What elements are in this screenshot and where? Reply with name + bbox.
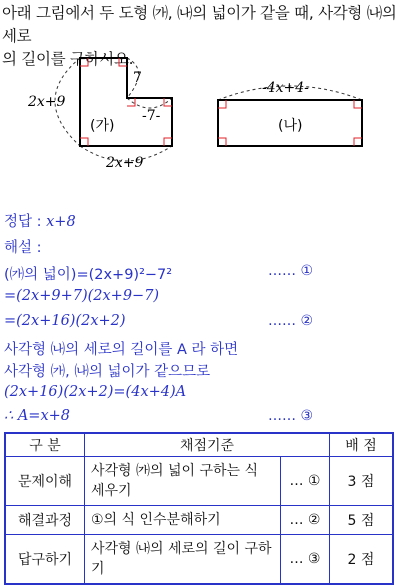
row-criteria: ①의 식 인수분해하기 — [85, 506, 281, 535]
row-score: 2 점 — [330, 535, 394, 585]
row-step: … ② — [281, 506, 330, 535]
grading-row — [5, 506, 393, 535]
solution-line-7: ∴ A=x+8 — [4, 408, 71, 424]
label-bottom-side: 2x+9 — [106, 155, 144, 171]
grading-table — [4, 432, 394, 585]
header-score: 배 점 — [330, 433, 394, 457]
row-step: … ① — [281, 457, 330, 506]
label-top-side: -4x+4- — [262, 80, 309, 96]
solution-line-6: (2x+16)(2x+2)=(4x+4)A — [4, 384, 187, 400]
row-criteria: 사각형 ㈎의 넓이 구하는 식 세우기 — [85, 457, 281, 506]
shape-ga — [27, 58, 172, 171]
solution-step-2: …… ② — [268, 313, 314, 329]
problem-line-2: 의 길이를 구하시오. — [2, 50, 134, 68]
solution-step-3: …… ③ — [268, 408, 314, 424]
header-criteria: 채점기준 — [85, 433, 330, 457]
row-category: 해결과정 — [5, 506, 85, 535]
row-criteria: 사각형 ㈏의 세로의 길이 구하기 — [85, 535, 281, 585]
shape-na-name: (나) — [278, 118, 303, 134]
header-category: 구 분 — [5, 433, 85, 457]
answer-label: 정답 : — [4, 214, 42, 230]
shape-ga-name: (가) — [90, 118, 115, 134]
label-notch-side: 7 — [133, 70, 142, 86]
label-left-side: 2x+9 — [28, 94, 66, 110]
row-category: 답구하기 — [5, 535, 85, 585]
label-notch-bottom: -7- — [142, 108, 161, 124]
row-step: … ③ — [281, 535, 330, 585]
shape-na — [218, 80, 362, 146]
row-category: 문제이해 — [5, 457, 85, 506]
grading-row — [5, 535, 393, 585]
solution-line-5: 사각형 ㈎, ㈏의 넓이가 같으므로 — [4, 364, 211, 380]
solution-line-3: =(2x+16)(2x+2) — [4, 313, 126, 329]
solution-label: 해설 : — [4, 240, 42, 256]
solution-line-1: (㈎의 넓이)=(2x+9)²−7² — [4, 267, 173, 283]
figure — [0, 50, 400, 210]
grading-header-row — [5, 433, 393, 457]
solution-line-4: 사각형 ㈏의 세로의 길이를 A 라 하면 — [4, 342, 239, 358]
row-score: 5 점 — [330, 506, 394, 535]
answer-value: x+8 — [46, 214, 76, 230]
grading-row — [5, 457, 393, 506]
answer-line — [4, 210, 76, 231]
solution-step-1: …… ① — [268, 263, 314, 279]
solution-line-2: =(2x+9+7)(2x+9−7) — [4, 288, 160, 304]
problem-line-1: 아래 그림에서 두 도형 ㈎, ㈏의 넓이가 같을 때, 사각형 ㈏의 세로 — [2, 4, 397, 45]
row-score: 3 점 — [330, 457, 394, 506]
